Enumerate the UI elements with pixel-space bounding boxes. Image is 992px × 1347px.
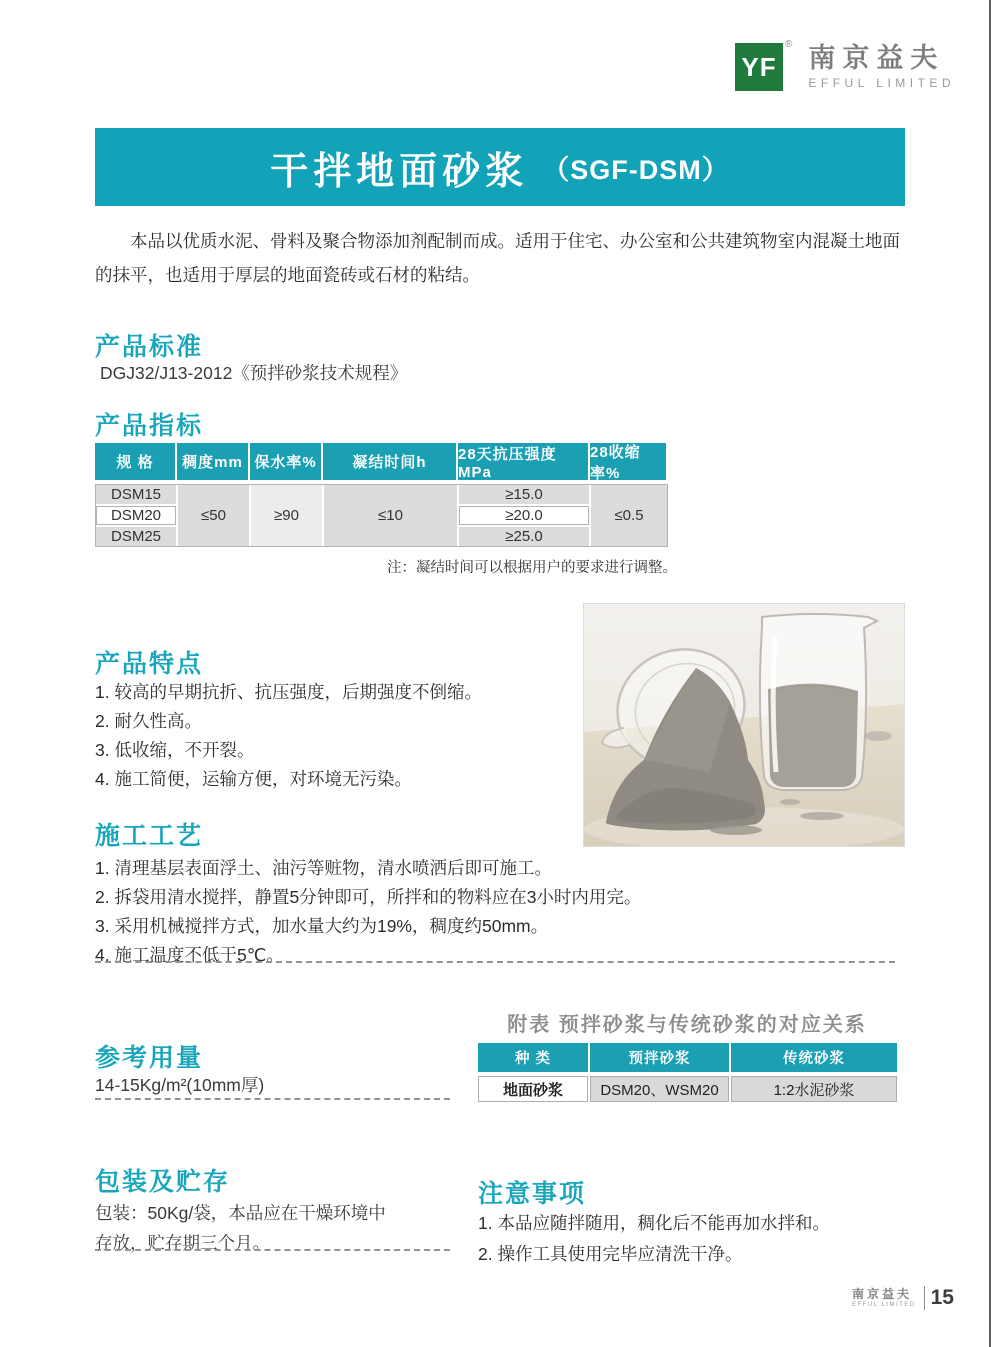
registered-mark-icon: ® bbox=[785, 39, 793, 50]
mortar-powder-beaker-illustration bbox=[584, 604, 904, 846]
yf-logo-icon: YF bbox=[735, 43, 783, 91]
standard-heading: 产品标准 bbox=[95, 333, 204, 361]
feature-item: 1. 较高的早期抗折、抗压强度，后期强度不倒缩。 bbox=[95, 682, 482, 702]
note-item: 1. 本品应随拌随用，稠化后不能再加水拌和。 bbox=[478, 1213, 830, 1233]
spec-col-water-retention: 保水率% bbox=[250, 443, 321, 480]
spec-setting-time-value: ≤10 bbox=[324, 485, 457, 546]
features-heading: 产品特点 bbox=[95, 650, 204, 678]
spec-water-retention-value: ≥90 bbox=[251, 485, 322, 546]
process-item: 4. 施工温度不低于5℃。 bbox=[95, 945, 284, 965]
spec-table-body bbox=[95, 484, 668, 547]
spec-model-dsm20: DSM20 bbox=[96, 506, 176, 525]
spec-table-note: 注：凝结时间可以根据用户的要求进行调整。 bbox=[387, 560, 677, 576]
footer-brand-cn: 南京益夫 bbox=[852, 1287, 913, 1301]
process-heading: 施工工艺 bbox=[95, 822, 204, 850]
spec-model-dsm15: DSM15 bbox=[96, 485, 176, 504]
mapping-cell-type: 地面砂浆 bbox=[478, 1076, 588, 1102]
page-edge-line bbox=[989, 0, 991, 1347]
packaging-heading: 包装及贮存 bbox=[95, 1168, 231, 1196]
packaging-line1: 包装：50Kg/袋，本品应在干燥环境中 bbox=[95, 1203, 386, 1223]
features-list bbox=[95, 678, 565, 794]
feature-item: 4. 施工简便，运输方便，对环境无污染。 bbox=[95, 769, 412, 789]
footer-brand-en: EFFUL LIMITED bbox=[852, 1302, 916, 1308]
mapping-col-traditional: 传统砂浆 bbox=[731, 1043, 897, 1072]
spec-table-header bbox=[95, 443, 666, 480]
intro-paragraph: 本品以优质水泥、骨料及聚合物添加剂配制而成。适用于住宅、办公室和公共建筑物室内混凝土地面的抹平，也适用于厚层的地面瓷砖或石材的粘结。 bbox=[95, 231, 900, 285]
indicators-heading: 产品指标 bbox=[95, 412, 204, 440]
spec-strength-dsm20: ≥20.0 bbox=[459, 506, 589, 525]
mapping-table-title: 附表 预拌砂浆与传统砂浆的对应关系 bbox=[507, 1014, 867, 1036]
notes-heading: 注意事项 bbox=[478, 1180, 587, 1208]
dosage-text: 14-15Kg/m²(10mm厚) bbox=[95, 1075, 265, 1095]
dosage-divider bbox=[95, 1098, 450, 1100]
process-list bbox=[95, 854, 655, 970]
packaging-line2: 存放，贮存期三个月。 bbox=[95, 1233, 270, 1253]
mapping-table-header bbox=[478, 1043, 897, 1072]
standard-text: DGJ32/J13-2012《预拌砂浆技术规程》 bbox=[100, 363, 408, 383]
process-item: 3. 采用机械搅拌方式，加水量大约为19%，稠度约50mm。 bbox=[95, 916, 549, 936]
spec-col-model: 规 格 bbox=[95, 443, 175, 480]
spec-col-consistency: 稠度mm bbox=[177, 443, 248, 480]
spec-model-dsm25: DSM25 bbox=[96, 527, 176, 546]
product-code: （SGF-DSM） bbox=[542, 154, 730, 185]
title-banner bbox=[95, 128, 905, 206]
product-photo bbox=[583, 603, 905, 847]
full-width-divider bbox=[95, 961, 895, 963]
brand-name-en: EFFUL LIMITED bbox=[808, 76, 956, 90]
product-title: 干拌地面砂浆 bbox=[270, 150, 529, 193]
spec-strength-dsm15: ≥15.0 bbox=[459, 485, 589, 504]
mapping-cell-traditional: 1:2水泥砂浆 bbox=[731, 1076, 897, 1102]
spec-col-shrinkage: 28收缩率% bbox=[590, 443, 666, 480]
mapping-col-type: 种 类 bbox=[478, 1043, 588, 1072]
spec-consistency-value: ≤50 bbox=[178, 485, 249, 546]
page-number: 15 bbox=[930, 1286, 954, 1309]
process-item: 2. 拆袋用清水搅拌，静置5分钟即可，所拌和的物料应在3小时内用完。 bbox=[95, 887, 642, 907]
feature-item: 3. 低收缩，不开裂。 bbox=[95, 740, 255, 760]
footer-divider bbox=[924, 1286, 925, 1310]
spec-shrinkage-value: ≤0.5 bbox=[591, 485, 667, 546]
packaging-divider bbox=[95, 1249, 450, 1251]
brand-name-block bbox=[808, 43, 955, 90]
process-item: 1. 清理基层表面浮土、油污等赃物，清水喷洒后即可施工。 bbox=[95, 858, 552, 878]
dosage-heading: 参考用量 bbox=[95, 1044, 204, 1072]
mapping-table-row bbox=[478, 1076, 897, 1102]
brand-name-cn: 南京益夫 bbox=[808, 43, 945, 73]
page-footer bbox=[852, 1286, 954, 1310]
notes-list bbox=[478, 1208, 908, 1270]
mapping-cell-premixed: DSM20、WSM20 bbox=[590, 1076, 729, 1102]
feature-item: 2. 耐久性高。 bbox=[95, 711, 202, 731]
spec-strength-dsm25: ≥25.0 bbox=[459, 527, 589, 546]
spec-col-strength: 28天抗压强度MPa bbox=[458, 443, 588, 480]
note-item: 2. 操作工具使用完毕应清洗干净。 bbox=[478, 1244, 743, 1264]
brand-logo bbox=[735, 39, 956, 91]
mapping-col-premixed: 预拌砂浆 bbox=[590, 1043, 729, 1072]
footer-brand bbox=[852, 1288, 916, 1308]
spec-col-setting-time: 凝结时间h bbox=[323, 443, 456, 480]
